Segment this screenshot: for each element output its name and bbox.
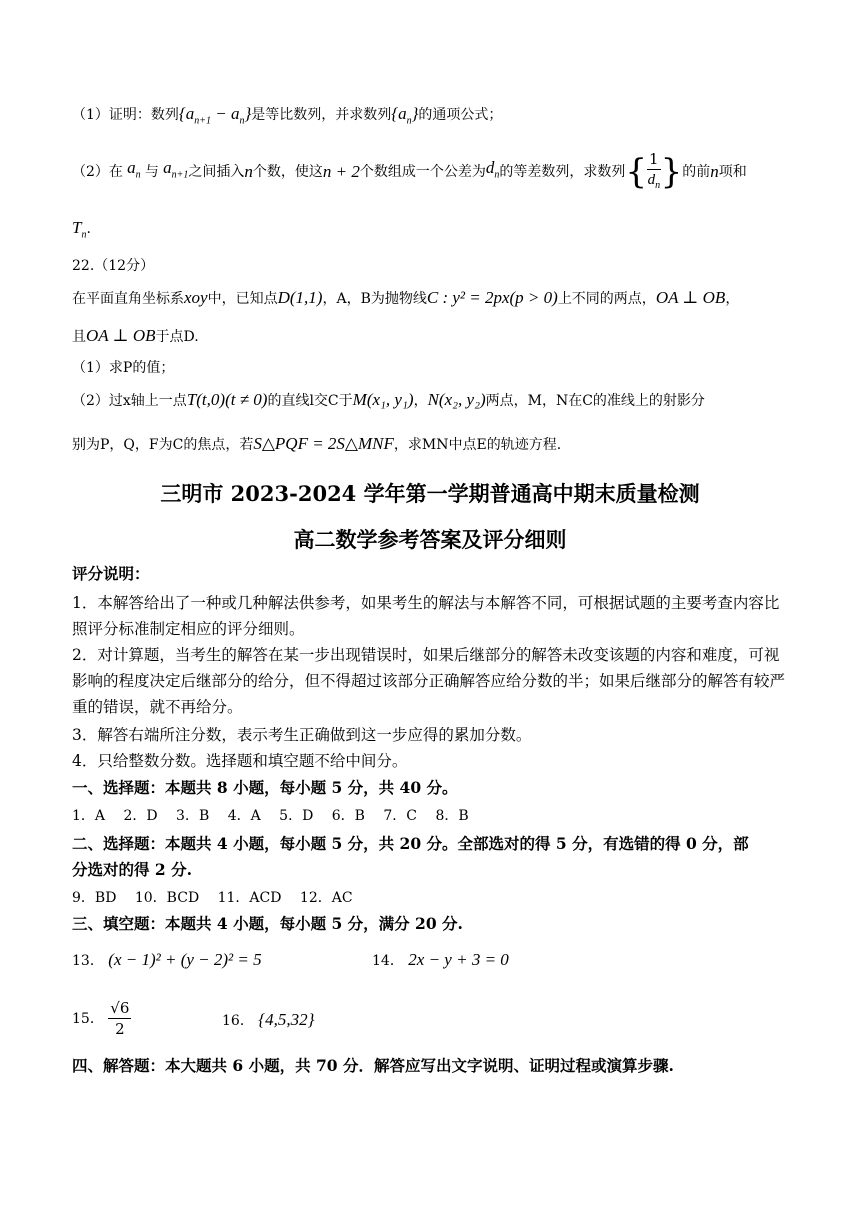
answer-14: 14． 2x − y + 3 = 0	[372, 950, 509, 969]
seq-an: $\{a_n\}$	[391, 104, 419, 127]
section4-header: 四、解答题：本大题共 6 小题，共 70 分．解答应写出文字说明、证明过程或演算步骤.	[72, 1056, 674, 1075]
note-4: 4．只给整数分数。选择题和填空题不给中间分。	[72, 752, 408, 770]
q21-part2-continued: $T_n$.	[72, 218, 91, 241]
q21-part1-mid: 是等比数列，并求数列	[251, 107, 392, 123]
section2-header-line1: 二、选择题：本题共 4 小题，每小题 5 分，共 20 分。全部选对的得 5 分，有选错的得 0 分，部	[72, 834, 749, 853]
section1-header: 一、选择题：本题共 8 小题，每小题 5 分，共 40 分。	[72, 778, 458, 797]
n-plus-2: n + 2	[322, 162, 360, 181]
a-n: $a_n$	[127, 158, 141, 181]
section2-answers: 9．BD 10．BCD 11．ACD 12．AC	[72, 890, 353, 906]
q21-part2: （2）在 $a_n$ 与 $a_{n+1}$ 之间插入 n 个数，使这 n + 2 个数组成一个公差为 $d_n$ 的等差数列，求数列 { $\frac{1}{d_n}$ } 的前 n 项和	[72, 152, 747, 192]
note-1: 1．本解答给出了一种或几种解法供参考，如果考生的解法与本解答不同，可根据试题的主要考查内容比照评分标准制定相应的评分细则。	[72, 594, 780, 638]
fraction-1-over-dn: $\frac{1}{d_n}$	[647, 149, 661, 191]
section2-header-line2: 分选对的得 2 分.	[72, 860, 192, 879]
q22-line1: 在平面直角坐标系xoy中，已知点D(1,1)，A，B为抛物线C : y² = 2px(p > 0)上不同的两点，OA ⊥ OB，	[72, 288, 740, 307]
area-relation: S△PQF = 2S△MNF	[253, 434, 394, 453]
answer-16: 16． {4,5,32}	[222, 1010, 315, 1029]
point-N: N(x₂, y₂)	[427, 390, 486, 409]
q22-line4: （2）过x轴上一点T(t,0)(t ≠ 0)的直线l交C于M(x₁, y₁)，N(x₂, y₂)两点，M，N在C的准线上的射影分	[72, 390, 705, 409]
q21-part1	[72, 104, 502, 131]
q22-line5: 别为P，Q，F为C的焦点，若S△PQF = 2S△MNF，求MN中点E的轨迹方程.	[72, 434, 562, 453]
a-n-plus-1: $a_{n+1}$	[163, 158, 189, 181]
d-n: $d_n$	[485, 158, 500, 181]
q22-line2: 且OA ⊥ OB于点D.	[72, 326, 199, 345]
point-M: M(x₁, y₁)	[352, 390, 414, 409]
scoring-header: 评分说明：	[72, 564, 150, 583]
point-D: D(1,1)	[277, 288, 323, 307]
note-3: 3．解答右端所注分数，表示考生正确做到这一步应得的累加分数。	[72, 726, 532, 744]
brace-close: }	[660, 152, 683, 192]
document-subtitle: 高二数学参考答案及评分细则	[293, 527, 567, 552]
q22-line3: （1）求P的值；	[72, 360, 175, 376]
q21-part1-prefix: （1）证明：数列	[72, 107, 179, 123]
point-T: T(t,0)(t ≠ 0)	[186, 390, 268, 409]
parabola-C: C : y² = 2px(p > 0)	[426, 288, 558, 307]
section3-header: 三、填空题：本题共 4 小题，每小题 5 分，满分 20 分.	[72, 914, 463, 933]
answer-13: 13． (x − 1)² + (y − 2)² = 5	[72, 950, 262, 969]
brace-open: {	[625, 152, 648, 192]
fraction-sqrt6-over-2: $\frac{√6}{2}$	[110, 999, 130, 1038]
q22-header: 22.（12分）	[72, 258, 155, 274]
answer-15: 15． $\frac{√6}{2}$	[72, 999, 130, 1038]
var-n: n	[244, 162, 253, 181]
document-title: 三明市 2023-2024 学年第一学期普通高中期末质量检测	[160, 481, 700, 506]
section1-answers: 1．A 2．D 3．B 4．A 5．D 6．B 7．C 8．B	[72, 808, 469, 824]
note-2: 2．对计算题，当考生的解答在某一步出现错误时，如果后继部分的解答未改变该题的内容和难度，可视影响的程度决定后继部分的给分，但不得超过该部分正确解答应给分数的半；如果后继部分的解答有较严重的错误，就不再给分。	[72, 646, 786, 716]
q21-part1-post: 的通项公式；	[418, 107, 503, 123]
seq-diff: $\{a_{n+1} - a_n\}$	[178, 104, 252, 127]
